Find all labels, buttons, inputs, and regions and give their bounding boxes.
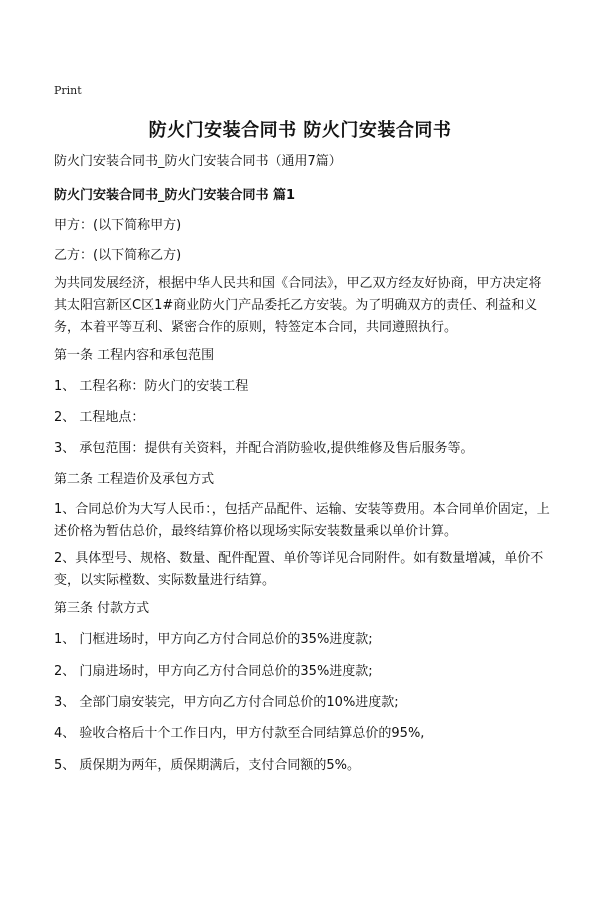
article1-title: 第一条 工程内容和承包范围 [54,348,215,363]
party-b-line: 乙方：(以下简称乙方) [54,248,182,263]
article2-title: 第二条 工程造价及承包方式 [54,472,215,487]
article1-item: 2、 工程地点： [54,410,145,425]
article3-item: 4、 验收合格后十个工作日内，甲方付款至合同结算总价的95%, [54,726,425,741]
article2-item: 2、具体型号、规格、数量、配件配置、单价等详见合同附件。如有数量增减，单价不变，以实际樘数、实际数量进行结算。 [54,551,544,588]
article1-item: 1、 工程名称：防火门的安装工程 [54,379,249,394]
article3-title: 第三条 付款方式 [54,601,150,616]
article3-item: 2、 门扇进场时，甲方向乙方付合同总价的35%进度款; [54,664,373,679]
print-label: Print [54,84,82,97]
article3-item: 3、 全部门扇安装完，甲方向乙方付合同总价的10%进度款; [54,695,399,710]
intro-paragraph: 为共同发展经济，根据中华人民共和国《合同法》，甲乙双方经友好协商，甲方决定将其太阳宫新区C区1#商业防火门产品委托乙方安装。为了明确双方的责任、利益和义务，本着平等互利、紧密合作的原则，特签定本合同，共同遵照执行。 [54,276,542,335]
section-heading: 防火门安装合同书_防火门安装合同书 篇1 [54,188,296,203]
article1-item: 3、 承包范围：提供有关资料，并配合消防验收,提供维修及售后服务等。 [54,441,474,456]
article2-item: 1、合同总价为大写人民币：，包括产品配件、运输、安装等费用。本合同单价固定，上述价格为暂估总价，最终结算价格以现场实际安装数量乘以单价计算。 [54,502,550,539]
article3-item: 5、 质保期为两年，质保期满后，支付合同额的5%。 [54,758,361,773]
party-a-line: 甲方：(以下简称甲方) [54,218,182,233]
page-title: 防火门安装合同书 防火门安装合同书 [148,120,452,141]
article3-item: 1、 门框进场时，甲方向乙方付合同总价的35%进度款; [54,632,373,647]
document-subtitle: 防火门安装合同书_防火门安装合同书（通用7篇） [54,154,342,169]
